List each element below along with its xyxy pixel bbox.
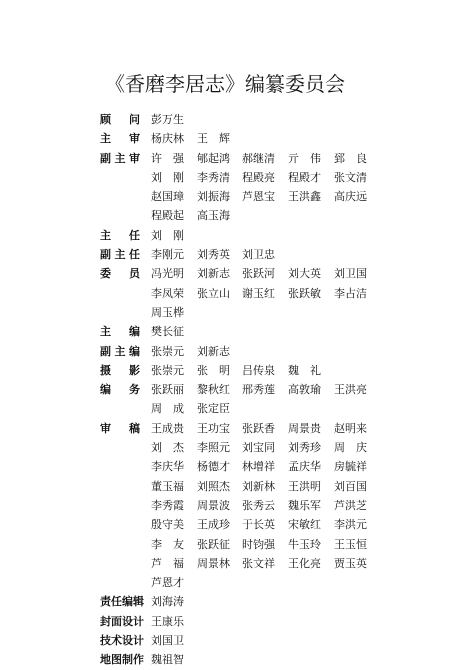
member-name: 王洪明: [288, 479, 321, 493]
member-name: 刘新志: [197, 267, 230, 281]
member-name: 李刚元: [151, 248, 184, 262]
committee-row: [100, 592, 450, 611]
member-name: 时钧强: [242, 537, 275, 551]
member-name: 黎秋红: [197, 383, 230, 397]
member-name: 周玉桦: [151, 305, 184, 319]
member-name: 谢玉红: [242, 286, 275, 300]
member-name: 刘海涛: [151, 595, 184, 609]
member-name: 房毓祥: [334, 460, 367, 474]
committee-row: [100, 187, 450, 206]
member-name: 刘秀珍: [288, 441, 321, 455]
member-name: 张立山: [197, 286, 230, 300]
member-name: 王玉恒: [334, 537, 367, 551]
member-name: 邢秀莲: [242, 383, 275, 397]
role-label: 委 员: [100, 267, 140, 281]
member-name: 牛玉玲: [288, 537, 321, 551]
member-name: 周景林: [197, 556, 230, 570]
role-label: 摄 影: [100, 363, 140, 377]
member-name: 张定臣: [197, 402, 230, 416]
role-label: 主 审: [100, 132, 140, 146]
page-title: 《香磨李居志》编纂委员会: [105, 72, 345, 96]
committee-row: [100, 284, 450, 303]
committee-row: [100, 419, 450, 438]
committee-row: [100, 535, 450, 554]
member-name: 张文祥: [242, 556, 275, 570]
committee-row: [100, 496, 450, 515]
member-name: 李洪元: [334, 518, 367, 532]
member-name: 赵国璋: [151, 190, 184, 204]
member-name: 魏祖智: [151, 653, 184, 667]
member-name: 孟庆华: [288, 460, 321, 474]
committee-row: [100, 477, 450, 496]
member-name: 于长英: [242, 518, 275, 532]
committee-row: [100, 361, 450, 380]
member-name: 周景贵: [288, 421, 321, 435]
member-name: 李庆华: [151, 460, 184, 474]
committee-row: [100, 226, 450, 245]
member-name: 程殿才: [288, 170, 321, 184]
committee-row: [100, 303, 450, 322]
member-name: 高玉海: [197, 209, 230, 223]
member-name: 张崇元: [151, 363, 184, 377]
member-name: 樊长征: [151, 325, 184, 339]
committee-row: [100, 399, 450, 418]
member-name: 董玉福: [151, 479, 184, 493]
member-name: 周成: [151, 402, 195, 416]
committee-row: [100, 515, 450, 534]
member-name: 刘卫忠: [242, 248, 275, 262]
member-name: 郇起鸿: [197, 151, 230, 165]
member-name: 王化亮: [288, 556, 321, 570]
committee-row: [100, 631, 450, 650]
member-name: 张崇元: [151, 344, 184, 358]
member-name: 张文清: [334, 170, 367, 184]
committee-row: [100, 650, 450, 669]
member-name: 王洪鑫: [288, 190, 321, 204]
member-name: 刘国卫: [151, 634, 184, 648]
committee-row: [100, 129, 450, 148]
member-name: 芦福: [151, 556, 195, 570]
member-name: 刘秀英: [197, 248, 230, 262]
committee-row: [100, 342, 450, 361]
member-name: 王康乐: [151, 614, 184, 628]
committee-list: [100, 110, 450, 670]
member-name: 周景波: [197, 498, 230, 512]
member-name: 张跃香: [242, 421, 275, 435]
member-name: 赵明来: [334, 421, 367, 435]
member-name: 王成珍: [197, 518, 230, 532]
committee-row: [100, 322, 450, 341]
role-label: 技 术 设 计: [100, 634, 144, 648]
member-name: 殷守美: [151, 518, 184, 532]
member-name: 许强: [151, 151, 195, 165]
member-name: 刘刚: [151, 228, 195, 242]
member-name: 芦恩才: [151, 576, 184, 590]
member-name: 郝继清: [242, 151, 275, 165]
member-name: 魏乐军: [288, 498, 321, 512]
committee-row: [100, 245, 450, 264]
member-name: 张跃河: [242, 267, 275, 281]
role-label: 顾 问: [100, 113, 140, 126]
committee-row: [100, 264, 450, 283]
member-name: 高敦瑜: [288, 383, 321, 397]
member-name: 程殿起: [151, 209, 184, 223]
member-name: 张秀云: [242, 498, 275, 512]
role-label: 副 主 审: [100, 151, 140, 165]
member-name: 刘刚: [151, 170, 195, 184]
role-label: 责 任 编 辑: [100, 595, 144, 609]
member-name: 李占洁: [334, 286, 367, 300]
member-name: 李友: [151, 537, 195, 551]
member-name: 王洪亮: [334, 383, 367, 397]
member-name: 刘新林: [242, 479, 275, 493]
committee-row: [100, 380, 450, 399]
role-label: 副 主 任: [100, 248, 140, 262]
member-name: 王成贵: [151, 421, 184, 435]
committee-row: [100, 206, 450, 225]
member-name: 魏礼: [288, 363, 332, 377]
member-name: 刘杰: [151, 441, 195, 455]
member-name: 芦洪芝: [334, 498, 367, 512]
member-name: 李秀清: [197, 170, 230, 184]
role-label: 编 务: [100, 383, 140, 397]
member-name: 李照元: [197, 441, 230, 455]
member-name: 张跃丽: [151, 383, 184, 397]
committee-row: [100, 149, 450, 168]
member-name: 李凤荣: [151, 286, 184, 300]
member-name: 冯光明: [151, 267, 184, 281]
committee-row: [100, 457, 450, 476]
committee-row: [100, 612, 450, 631]
member-name: 李秀霞: [151, 498, 184, 512]
member-name: 刘大英: [288, 267, 321, 281]
member-name: 芦恩宝: [242, 190, 275, 204]
member-name: 杨庆林: [151, 132, 184, 146]
committee-row: [100, 438, 450, 457]
member-name: 刘宝同: [242, 441, 275, 455]
committee-row: [100, 168, 450, 187]
member-name: 高庆远: [334, 190, 367, 204]
member-name: 杨德才: [197, 460, 230, 474]
member-name: 彭万生: [151, 113, 184, 126]
member-name: 周庆: [334, 441, 378, 455]
member-name: 刘百国: [334, 479, 367, 493]
committee-row: [100, 573, 450, 592]
role-label: 审 稿: [100, 421, 140, 435]
committee-row: [100, 554, 450, 573]
member-name: 吕传泉: [242, 363, 275, 377]
member-name: 张跃征: [197, 537, 230, 551]
role-label: 主 任: [100, 228, 140, 242]
member-name: 王功宝: [197, 421, 230, 435]
member-name: 刘振海: [197, 190, 230, 204]
member-name: 贾玉英: [334, 556, 367, 570]
member-name: 张明: [197, 363, 241, 377]
member-name: 宋敏红: [288, 518, 321, 532]
member-name: 刘新志: [197, 344, 230, 358]
role-label: 副 主 编: [100, 344, 140, 358]
member-name: 林增祥: [242, 460, 275, 474]
member-name: 程殿亮: [242, 170, 275, 184]
role-label: 地 图 制 作: [100, 653, 144, 667]
member-name: 刘照杰: [197, 479, 230, 493]
member-name: 刘卫国: [334, 267, 367, 281]
member-name: 郅良: [334, 151, 378, 165]
role-label: 封 面 设 计: [100, 614, 144, 628]
role-label: 主 编: [100, 325, 140, 339]
member-name: 王辉: [197, 132, 241, 146]
member-name: 张跃敏: [288, 286, 321, 300]
member-name: 亓伟: [288, 151, 332, 165]
committee-row: [100, 110, 450, 129]
